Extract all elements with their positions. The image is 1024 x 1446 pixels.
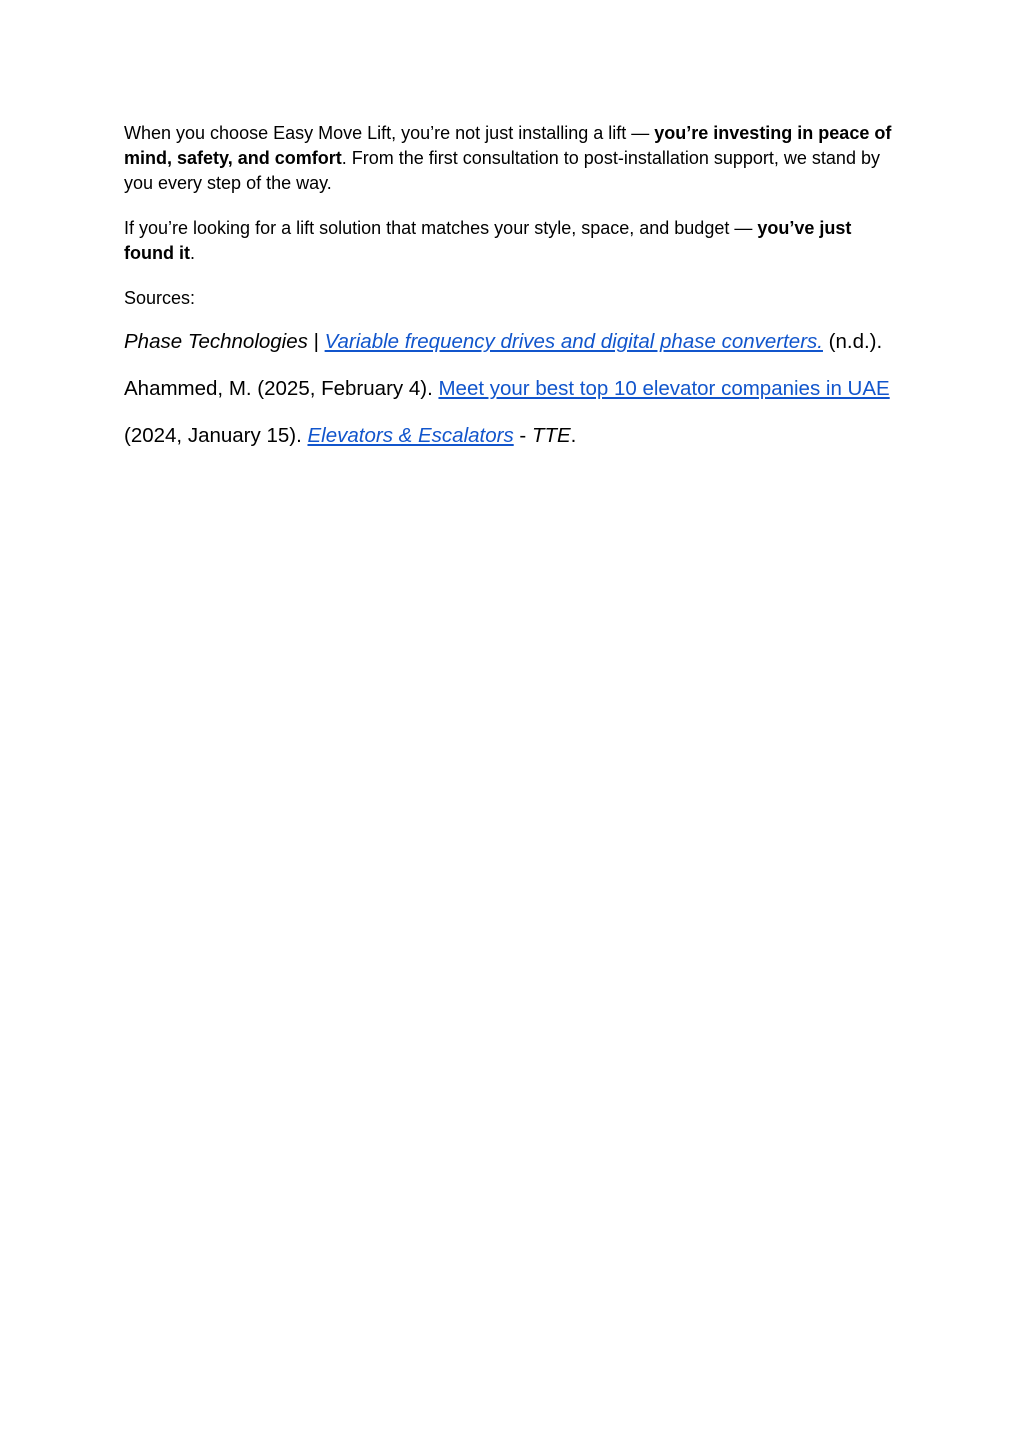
source-3-end: . [570,424,577,447]
cta-emphasis: you’ve just found it [124,218,852,263]
source-1-separator: | [307,330,325,353]
closing-emphasis: you’re investing in peace of mind, safety, and comfort [124,123,892,168]
closing-paragraph [124,121,904,196]
source-1-link[interactable]: Variable frequency drives and digital phase converters. [324,330,823,353]
document-page [124,121,904,470]
source-3-date: (2024, January 15). [124,424,308,447]
source-2-link[interactable]: Meet your best top 10 elevator companies in UAE [438,377,890,400]
sources-heading: Sources: [124,288,196,308]
source-3-separator: - [513,424,532,447]
call-to-action-paragraph [124,216,904,266]
cta-text-start: If you’re looking for a lift solution that matches your style, space, and budget — [124,218,758,238]
source-item-ahammed [124,376,904,402]
source-item-tte [124,423,904,449]
source-2-author-date: Ahammed, M. (2025, February 4). [124,377,439,400]
source-item-phase-technologies [124,329,904,355]
source-1-date: (n.d.). [822,330,883,353]
closing-text-start: When you choose Easy Move Lift, you’re not just installing a lift — [124,123,655,143]
source-3-publisher: TTE [531,424,571,447]
source-3-link[interactable]: Elevators & Escalators [307,424,514,447]
source-1-publisher: Phase Technologies [124,330,308,353]
closing-text-end: . From the first consultation to post-installation support, we stand by you every step of the way. [124,148,880,193]
cta-text-end: . [189,243,195,263]
